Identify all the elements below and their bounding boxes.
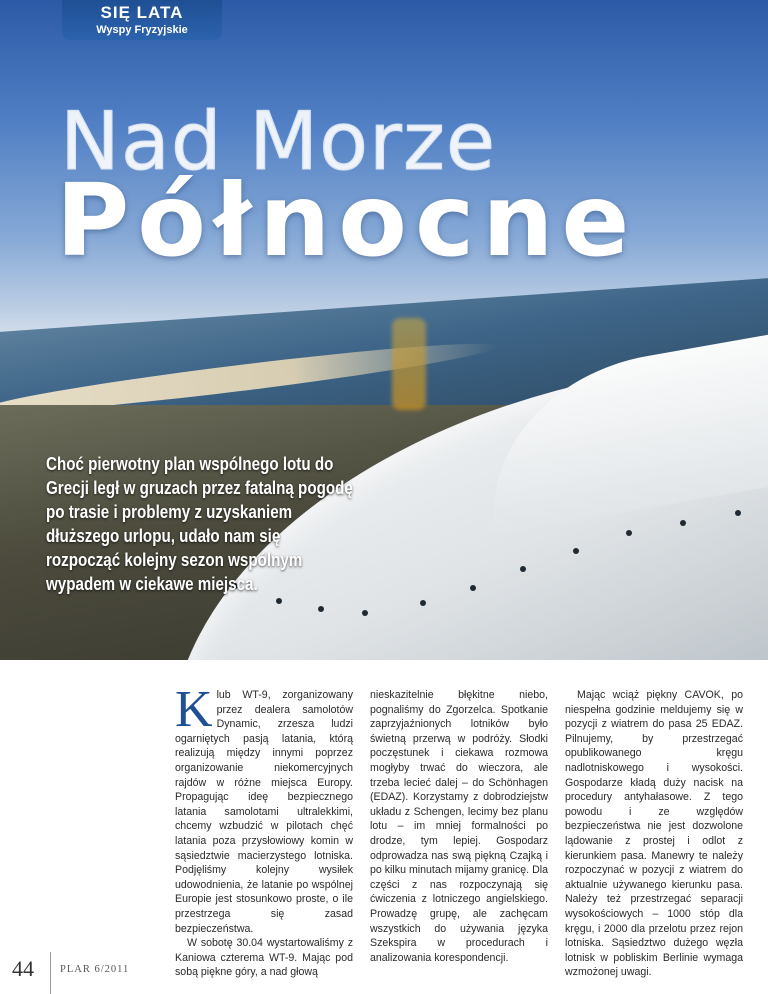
paragraph: Mając wciąż piękny CAVOK, po niespełna godzinie meldujemy się w pozycji z wiatrem do pasa 25 EDAZ. Pilnujemy, by przestrzegać opublikowanego kręgu nadlotniskowego i wysokości. Gospodarze kładą duży nacisk na procedury antyhałasowe. Z tego powodu i ze względów bezpieczeństwa nie jest dozwolone lądowanie z prostej i odlot z kierunkiem pasa. Manewry te należy rozpoczynać w pozycji z wiatrem do aktualnie używanego kierunku pasa. Należy też przestrzegać separacji wysokościowych – 1000 stóp dla kręgu, i 2000 dla przelotu przez rejon lotniska. Sąsiedztwo dużego węzła lotnisk w pobliskim Berlinie wymaga wzmożonej uwagi. xyxy=(565,689,743,979)
rivet xyxy=(735,510,741,516)
section-sublabel: Wyspy Fryzyjskie xyxy=(96,24,188,36)
article-column-1 xyxy=(175,681,353,980)
rivet xyxy=(318,606,324,612)
magazine-issue: PLAR 6/2011 xyxy=(60,964,130,975)
rivet xyxy=(470,585,476,591)
propeller-blur xyxy=(392,318,426,410)
rivet xyxy=(573,548,579,554)
article-title-line1: Nad Morze xyxy=(60,95,497,188)
rivet xyxy=(362,610,368,616)
article-column-3 xyxy=(565,688,743,980)
page-number: 44 xyxy=(12,956,34,981)
drop-cap: K xyxy=(175,681,213,738)
rivet xyxy=(680,520,686,526)
footer-divider xyxy=(50,952,51,994)
page-footer xyxy=(0,950,768,994)
section-label: SIĘ LATA xyxy=(100,3,184,22)
paragraph: W sobotę 30.04 wystartowaliśmy z Kaniowa czterema WT-9. Mając pod sobą piękne góry, a nad głową xyxy=(175,937,353,979)
rivet xyxy=(626,530,632,536)
rivet xyxy=(276,598,282,604)
article-column-2 xyxy=(370,688,548,965)
article-lead: Choć pierwotny plan wspólnego lotu do Grecji legł w gruzach przez fatalną pogodę po trasie i problemy z uzyskaniem dłuższego urlopu, udało nam się rozpocząć kolejny sezon wspólnym wypadem w ciekawe miejsca. xyxy=(46,453,353,594)
article-title-line2: Północne xyxy=(56,162,638,279)
paragraph: lub WT-9, zorganizowany przez dealera samolotów Dynamic, zrzesza ludzi ogarniętych pasją latania, którą realizują między innymi poprzez organizowanie niekomercyjnych rajdów w różne miejsca Europy. Propagując ideę bezpiecznego latania samolotami ultralekkimi, chcemy wzbudzić w pilotach chęć latania poza przysłowiowy komin w sąsiedztwie macierzystego lotniska. Podjęliśmy kolejny wysiłek udowodnienia, że latanie po wspólnej Europie jest stosunkowo proste, o ile przestrzega się zasad bezpieczeństwa. xyxy=(175,689,353,935)
rivet xyxy=(420,600,426,606)
paragraph: nieskazitelnie błękitne niebo, pognaliśmy do Zgorzelca. Spotkanie zaprzyjaźnionych lotników było świetną przerwą w podróży. Słodki poczęstunek i ciekawa rozmowa mogłyby trwać do wieczora, ale trzeba lecieć dalej – do Schönhagen (EDAZ). Korzystamy z dobrodziejstw układu z Schengen, lecimy bez planu lotu – im mniej formalności po drodze, tym lepiej. Gospodarz odprowadza nas swą piękną Czajką i po kilku minutach mijamy granicę. Dla części z nas rozpoczynają się ćwiczenia z lotniczego angielskiego. Prowadzę grupę, ale zachęcam wszystkich do używania języka Szekspira w procedurach i analizowania korespondencji. xyxy=(370,689,548,964)
rivet xyxy=(520,566,526,572)
section-tag xyxy=(62,0,222,40)
